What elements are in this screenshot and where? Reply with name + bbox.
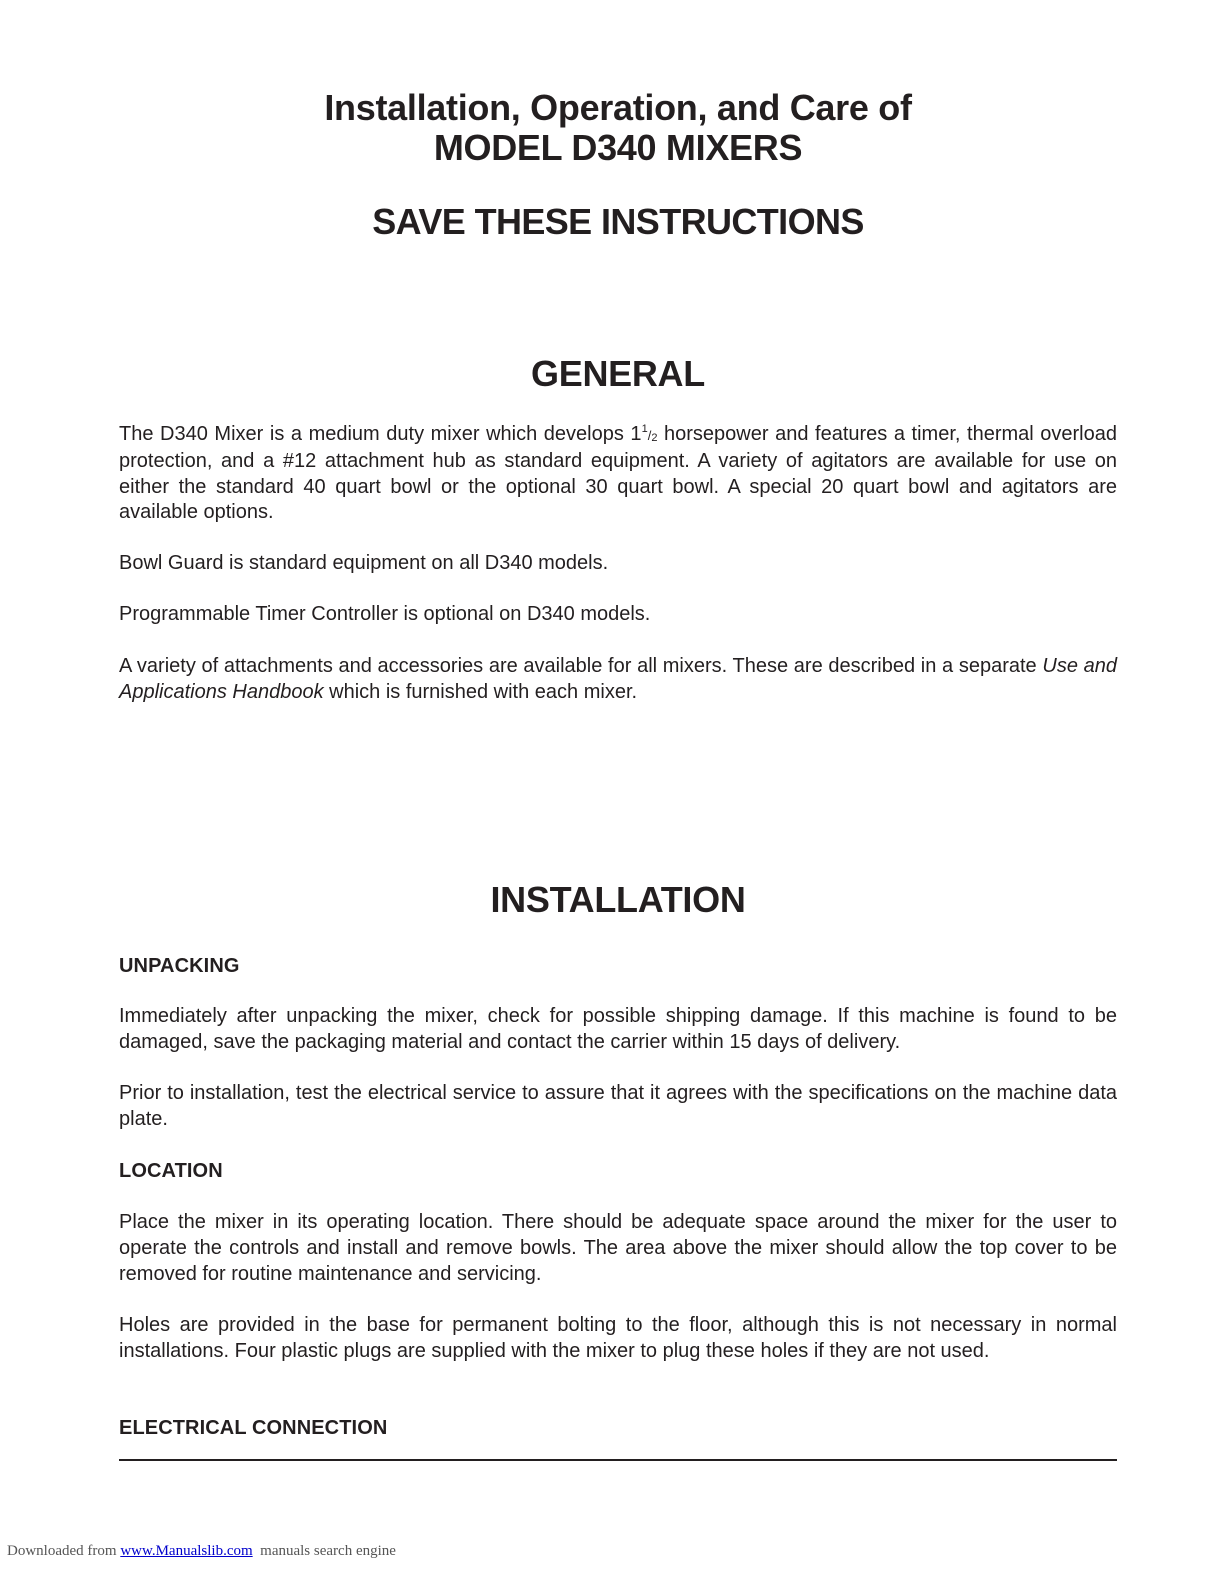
unpacking-paragraph-2: Prior to installation, test the electrical service to assure that it agrees with the specifications on the machine data plate. [119,1082,1117,1130]
footer-suffix: manuals search engine [252,1543,396,1559]
unpacking-heading: UNPACKING [119,955,240,977]
general-paragraph-3: Programmable Timer Controller is optional on D340 models. [119,603,651,625]
general-paragraph-1 [119,422,1117,526]
general-p4-end: which is furnished with each mixer. [323,680,638,703]
fraction-slash: / [647,428,652,443]
document-title [119,88,1117,168]
document-page [119,0,1117,1584]
unpacking-paragraph-1: Immediately after unpacking the mixer, check for possible shipping damage. If this machine is found to be damaged, save the packaging material and contact the carrier within 15 days of delivery. [119,1005,1117,1053]
handbook-title: Use and Applications Handbook [119,655,1117,703]
download-footer [7,1542,396,1560]
installation-heading: INSTALLATION [490,879,746,920]
horsepower-fraction [642,423,658,445]
general-p4-start: A variety of attachments and accessories are available for all mixers. These are described in a separate [119,655,1043,677]
general-paragraph-2: Bowl Guard is standard equipment on all D340 models. [119,552,609,574]
title-line-2: MODEL D340 MIXERS [433,127,803,168]
location-paragraph-1: Place the mixer in its operating location. There should be adequate space around the mixer for the user to operate the controls and install and remove bowls. The area above the mixer should allow the top cover to be removed for routine maintenance and servicing. [119,1211,1117,1285]
footer-prefix: Downloaded from [7,1543,121,1559]
fraction-denominator: 2 [651,432,658,444]
general-heading: GENERAL [531,353,705,394]
title-line-1: Installation, Operation, and Care of [324,87,912,128]
general-p1-start: The D340 Mixer is a medium duty mixer which develops 1 [119,423,642,445]
electrical-connection-heading: ELECTRICAL CONNECTION [119,1417,388,1439]
fraction-numerator: 1 [641,423,648,435]
manualslib-link[interactable]: www.Manualslib.com [120,1543,253,1559]
divider-line [119,1459,1117,1461]
save-instructions-heading: SAVE THESE INSTRUCTIONS [372,201,864,242]
location-heading: LOCATION [119,1160,223,1182]
general-p1-end: horsepower and features a timer, thermal overload protection, and a #12 attachment hub as standard equipment. A variety of agitators are available for use on either the standard 40 quart bowl or the optional 30 quart bowl. A special 20 quart bowl and agitators are available options. [119,423,1117,524]
general-paragraph-4 [119,654,1117,706]
location-paragraph-2: Holes are provided in the base for permanent bolting to the floor, although this is not necessary in normal installations. Four plastic plugs are supplied with the mixer to plug these holes if they are not used. [119,1314,1117,1362]
